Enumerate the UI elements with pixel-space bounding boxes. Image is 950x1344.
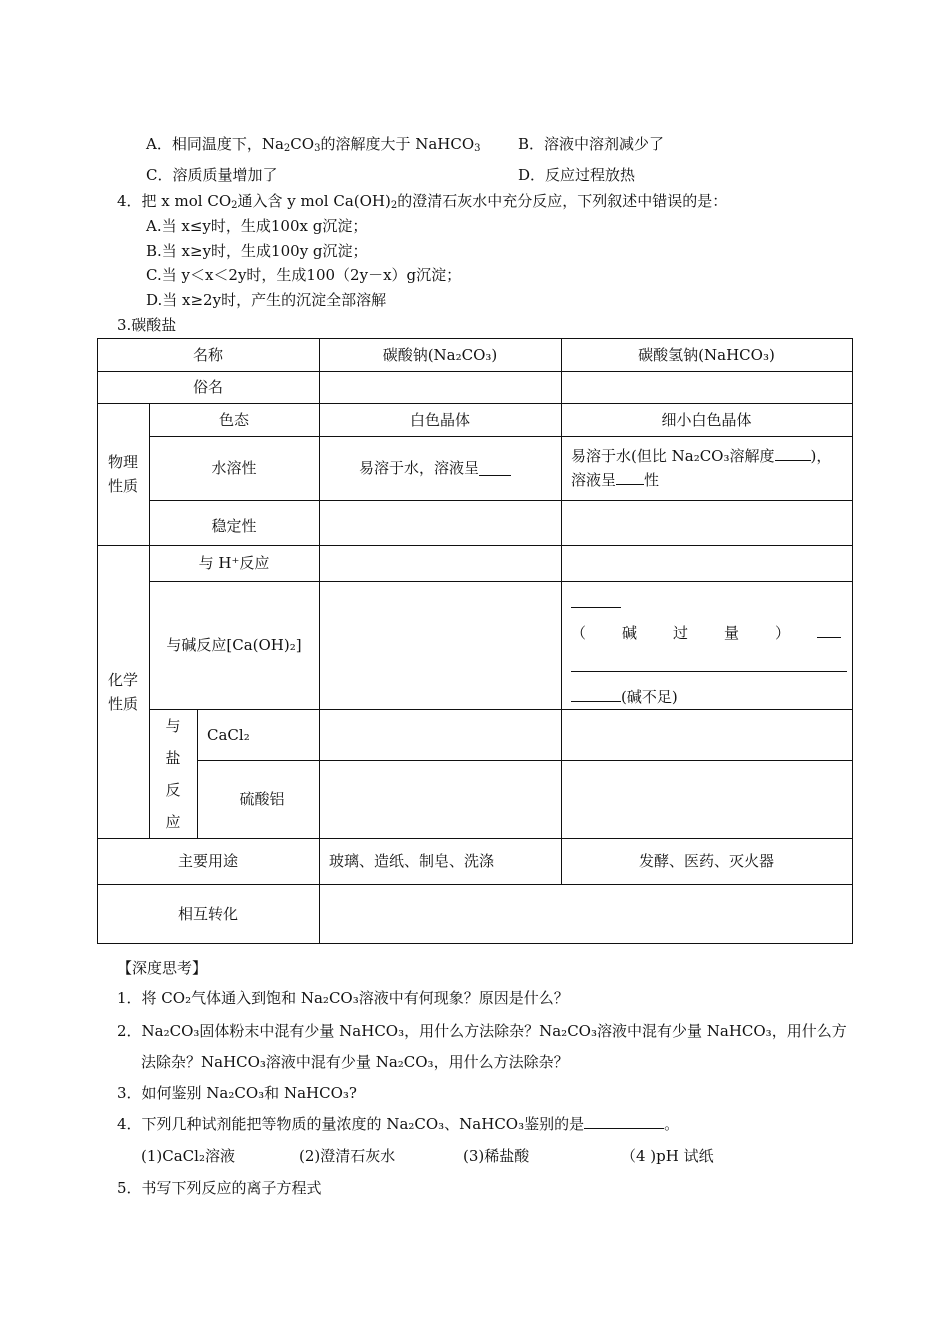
- solubility-nahco3-text1: 易溶于水(但比 Na₂CO₃溶解度: [571, 447, 775, 465]
- solubility-na2co3-blank[interactable]: [479, 461, 511, 476]
- solubility-nahco3-text2: 溶液呈: [571, 471, 617, 489]
- common-name-nahco3-blank[interactable]: [561, 371, 852, 403]
- uses-na2co3: 玻璃、造纸、制皂、洗涤: [329, 852, 495, 870]
- base-nahco3-blank-middle[interactable]: [571, 657, 847, 672]
- q3-option-b: B．溶液中溶剂减少了: [518, 135, 665, 153]
- q3-option-d: D．反应过程放热: [518, 166, 636, 184]
- q3-option-a-sub3: 3: [474, 143, 481, 154]
- q4-stem-sub1: 2: [231, 200, 238, 211]
- solubility-nahco3: [561, 436, 852, 500]
- color-nahco3: 细小白色晶体: [661, 410, 752, 429]
- solubility-nahco3-blank1[interactable]: [775, 446, 811, 461]
- row-main-uses: 主要用途: [177, 852, 238, 870]
- q3-option-a-sub1: 2: [283, 143, 291, 154]
- q3-option-a-text3: 的溶解度大于 NaHCO: [320, 135, 475, 153]
- section-title: 3.碳酸盐: [117, 316, 177, 334]
- deep-q4-option-1: (1)CaCl₂溶液: [141, 1147, 235, 1165]
- q4-option-b: B.当 x≥y时，生成100y g沉淀；: [146, 242, 368, 260]
- deep-q2-line1: 2．Na₂CO₃固体粉末中混有少量 NaHCO₃，用什么方法除杂？Na₂CO₃溶液中混有少量 NaHCO₃，用什么方: [117, 1022, 847, 1040]
- uses-nahco3: 发酵、医药、灭火器: [638, 852, 774, 870]
- row-color-state: 色态: [218, 410, 249, 429]
- base-nahco3-excess-blank[interactable]: [817, 623, 841, 638]
- solubility-nahco3-blank2[interactable]: [616, 470, 644, 485]
- deep-q4: [117, 1114, 679, 1134]
- row-common-name: 俗名: [192, 378, 223, 396]
- q3-option-c: C．溶质质量增加了: [146, 166, 278, 184]
- q4-stem-text2: 通入含 y mol Ca(OH): [237, 192, 391, 210]
- q3-option-a: [146, 134, 481, 154]
- common-name-na2co3-blank[interactable]: [319, 371, 561, 403]
- row-base-reaction: 与碱反应[Ca(OH)₂]: [166, 636, 302, 654]
- solubility-na2co3-text: 易溶于水，溶液呈: [359, 459, 480, 477]
- row-acid-reaction: 与 H⁺反应: [198, 554, 270, 572]
- deep-q5: 5．书写下列反应的离子方程式: [117, 1179, 322, 1197]
- solubility-nahco3-text2-end: 性: [644, 471, 660, 489]
- deep-q3: 3．如何鉴别 Na₂CO₃和 NaHCO₃?: [117, 1084, 357, 1102]
- base-nahco3-short-blank[interactable]: [571, 687, 621, 702]
- q3-option-a-sub2: 3: [314, 143, 321, 154]
- q3-option-a-text2: CO: [290, 135, 315, 153]
- header-nahco3: 碳酸氢钠(NaHCO₃): [638, 345, 775, 364]
- row-aluminum-sulfate: 硫酸铝: [239, 790, 285, 808]
- row-mutual-conversion: 相互转化: [177, 904, 238, 923]
- q4-stem-text3: 的澄清石灰水中充分反应，下列叙述中错误的是：: [397, 192, 728, 210]
- base-nahco3-blank-top[interactable]: [571, 593, 621, 608]
- base-nahco3-excess-label: （ 碱 过 量 ）: [571, 624, 793, 642]
- base-nahco3-short-line: [571, 687, 678, 707]
- deep-q4-end: 。: [664, 1115, 680, 1133]
- color-na2co3: 白色晶体: [409, 410, 470, 429]
- solubility-na2co3: [319, 436, 561, 500]
- q4-option-c: C.当 y＜x＜2y时，生成100（2y－x）g沉淀；: [146, 266, 462, 284]
- row-stability: 稳定性: [211, 516, 257, 535]
- q4-option-d: D.当 x≥2y时，产生的沉淀全部溶解: [146, 291, 387, 309]
- deep-thinking-title: 【深度思考】: [117, 959, 208, 977]
- row-salt-reaction: 与盐反应: [165, 716, 181, 831]
- q3-option-a-text1: A．相同温度下，Na: [146, 135, 284, 153]
- deep-q4-option-3: (3)稀盐酸: [463, 1147, 530, 1165]
- deep-q4-option-4: （4 )pH 试纸: [621, 1147, 714, 1165]
- header-na2co3: 碳酸钠(Na₂CO₃): [382, 345, 498, 364]
- base-nahco3-short-label: (碱不足): [621, 688, 678, 706]
- base-nahco3-excess-line: [571, 623, 841, 643]
- deep-q4-blank[interactable]: [584, 1114, 664, 1129]
- row-physical-properties: 物理性质: [107, 453, 138, 495]
- deep-q4-option-2: (2)澄清石灰水: [299, 1147, 396, 1165]
- deep-q4-text: 4．下列几种试剂能把等物质的量浓度的 Na₂CO₃、NaHCO₃鉴别的是: [117, 1115, 585, 1133]
- row-cacl2: CaCl₂: [207, 725, 250, 744]
- q4-stem: [117, 191, 727, 211]
- solubility-nahco3-text1-end: )，: [810, 447, 832, 465]
- q4-stem-sub2: 2: [390, 200, 398, 211]
- header-name: 名称: [192, 345, 223, 364]
- row-solubility: 水溶性: [211, 459, 257, 477]
- q4-option-a: A.当 x≤y时，生成100x g沉淀；: [146, 217, 368, 235]
- deep-q1: 1．将 CO₂气体通入到饱和 Na₂CO₃溶液中有何现象？原因是什么？: [117, 989, 569, 1007]
- q4-stem-text1: 4．把 x mol CO: [117, 192, 232, 210]
- deep-q2-line2: 法除杂？NaHCO₃溶液中混有少量 Na₂CO₃，用什么方法除杂？: [141, 1053, 569, 1071]
- row-chemical-properties: 化学性质: [107, 670, 138, 713]
